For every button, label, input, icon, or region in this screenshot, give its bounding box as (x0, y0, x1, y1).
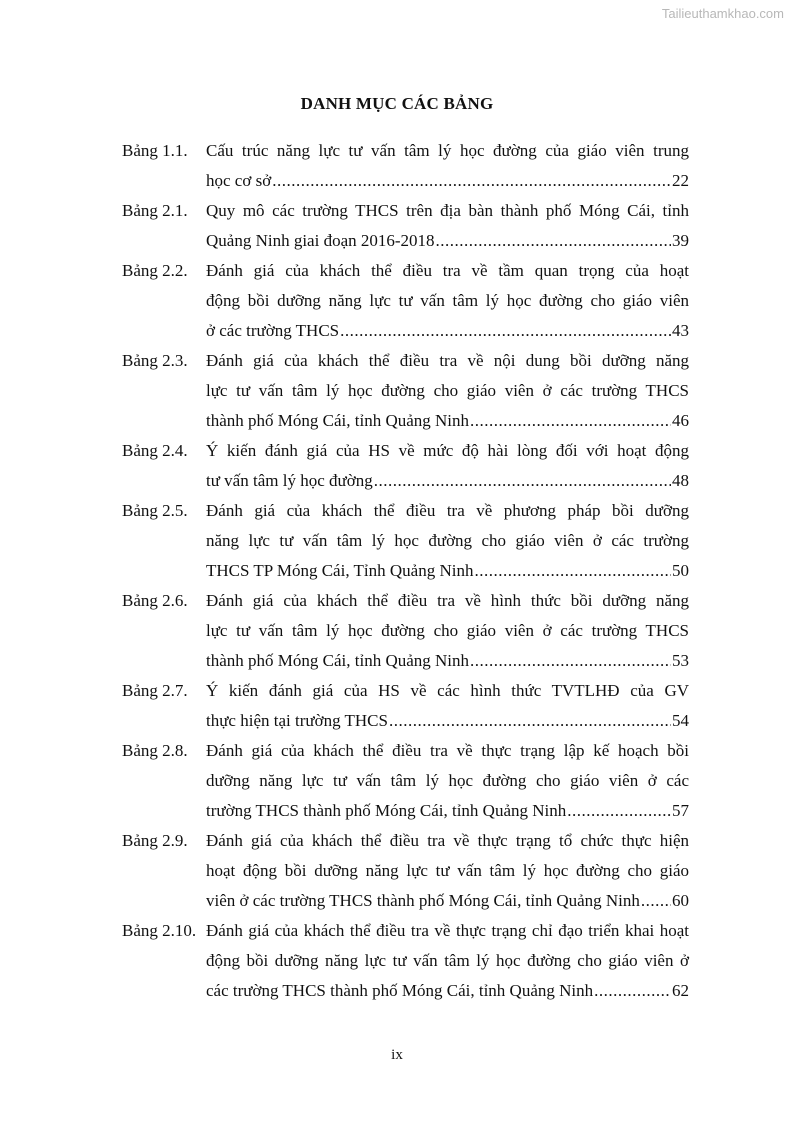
entry-body (206, 346, 689, 436)
entry-last-text: viên ở các trường THCS thành phố Móng Cái, tỉnh Quảng Ninh (206, 891, 640, 910)
entry-last-line (206, 226, 689, 256)
dot-leader (272, 166, 671, 196)
entry-body (206, 436, 689, 496)
dot-leader (436, 226, 671, 256)
entry-last-text: thành phố Móng Cái, tỉnh Quảng Ninh (206, 411, 470, 430)
table-list-entry[interactable] (122, 436, 689, 496)
entry-body (206, 826, 689, 916)
dot-leader (470, 646, 671, 676)
entry-line: Đánh giá của khách thể điều tra về thực trạng chỉ đạo triển khai hoạt (206, 921, 689, 940)
entry-label: Bảng 2.6. (122, 591, 188, 610)
entry-line: Quy mô các trường THCS trên địa bàn thành phố Móng Cái, tỉnh (206, 201, 689, 220)
entry-label: Bảng 2.4. (122, 441, 188, 460)
entry-label: Bảng 1.1. (122, 141, 188, 160)
entry-label: Bảng 2.8. (122, 741, 188, 760)
entry-last-line (206, 316, 689, 346)
entry-last-text: THCS TP Móng Cái, Tỉnh Quảng Ninh (206, 561, 474, 580)
entry-last-line (206, 886, 689, 916)
entry-last-text: học cơ sở (206, 171, 272, 190)
entry-last-line (206, 406, 689, 436)
entry-last-line (206, 466, 689, 496)
page-title: DANH MỤC CÁC BẢNG (300, 94, 494, 113)
table-list-entry[interactable] (122, 676, 689, 736)
table-list-entry[interactable] (122, 256, 689, 346)
table-list-entry[interactable] (122, 346, 689, 436)
entry-page-number: 62 (672, 981, 689, 1000)
entry-last-line (206, 166, 689, 196)
entry-line: lực tư vấn tâm lý học đường cho giáo viên ở các trường THCS (206, 381, 689, 400)
entry-last-text: trường THCS thành phố Móng Cái, tỉnh Quảng Ninh (206, 801, 567, 820)
table-list-entry[interactable] (122, 586, 689, 676)
entry-page-number: 50 (672, 561, 689, 580)
table-list-entry[interactable] (122, 736, 689, 826)
entry-page-number: 22 (672, 171, 689, 190)
entry-page-number: 57 (672, 801, 689, 820)
entry-label: Bảng 2.10. (122, 921, 197, 940)
entry-line: lực tư vấn tâm lý học đường cho giáo viên ở các trường THCS (206, 621, 689, 640)
entry-line: Ý kiến đánh giá của HS về các hình thức TVTLHĐ của GV (206, 681, 689, 700)
dot-leader (374, 466, 671, 496)
entry-label: Bảng 2.5. (122, 501, 188, 520)
entry-line: hoạt động bồi dưỡng năng lực tư vấn tâm lý học đường cho giáo (206, 861, 689, 880)
entry-line: Đánh giá của khách thể điều tra về phương pháp bồi dưỡng (206, 501, 689, 520)
entry-last-line (206, 706, 689, 736)
entry-page-number: 46 (672, 411, 689, 430)
entry-label: Bảng 2.9. (122, 831, 188, 850)
entry-line: động bồi dưỡng năng lực tư vấn tâm lý học đường cho giáo viên ở (206, 951, 689, 970)
entry-last-text: ở các trường THCS (206, 321, 340, 340)
dot-leader (567, 796, 671, 826)
dot-leader (474, 556, 671, 586)
dot-leader (340, 316, 671, 346)
watermark: Tailieuthamkhao.com (661, 6, 784, 21)
entry-line: Cấu trúc năng lực tư vấn tâm lý học đường của giáo viên trung (206, 141, 689, 160)
entry-line: động bồi dưỡng năng lực tư vấn tâm lý học đường cho giáo viên (206, 291, 689, 310)
entry-line: dưỡng năng lực tư vấn tâm lý học đường cho giáo viên ở các (206, 771, 689, 790)
entry-last-line (206, 646, 689, 676)
page-number-footer: ix (391, 1047, 403, 1063)
entry-page-number: 39 (672, 231, 689, 250)
entry-body (206, 916, 689, 1006)
entry-line: Đánh giá của khách thể điều tra về thực trạng tổ chức thực hiện (206, 831, 689, 850)
entry-line: Đánh giá của khách thể điều tra về nội dung bồi dưỡng năng (206, 351, 689, 370)
entry-line: năng lực tư vấn tâm lý học đường cho giáo viên ở các trường (206, 531, 689, 550)
entry-label: Bảng 2.1. (122, 201, 188, 220)
entry-last-text: tư vấn tâm lý học đường (206, 471, 373, 490)
entry-body (206, 586, 689, 676)
entry-line: Đánh giá của khách thể điều tra về hình thức bồi dưỡng năng (206, 591, 689, 610)
entry-line: Đánh giá của khách thể điều tra về tầm quan trọng của hoạt (206, 261, 689, 280)
table-list-entry[interactable] (122, 136, 689, 196)
entry-page-number: 53 (672, 651, 689, 670)
table-list-entry[interactable] (122, 916, 689, 1006)
dot-leader (389, 706, 671, 736)
entry-last-line (206, 796, 689, 826)
entry-last-text: thành phố Móng Cái, tỉnh Quảng Ninh (206, 651, 470, 670)
dot-leader (594, 976, 671, 1006)
dot-leader (470, 406, 671, 436)
entry-page-number: 48 (672, 471, 689, 490)
entry-label: Bảng 2.7. (122, 681, 188, 700)
entry-last-text: các trường THCS thành phố Móng Cái, tỉnh Quảng Ninh (206, 981, 594, 1000)
table-list-entry[interactable] (122, 196, 689, 256)
entry-line: Đánh giá của khách thể điều tra về thực trạng lập kế hoạch bồi (206, 741, 689, 760)
entry-last-line (206, 976, 689, 1006)
entry-label: Bảng 2.2. (122, 261, 188, 280)
entry-page-number: 60 (672, 891, 689, 910)
entry-line: Ý kiến đánh giá của HS về mức độ hài lòng đối với hoạt động (206, 441, 689, 460)
entry-body (206, 196, 689, 256)
entry-last-line (206, 556, 689, 586)
dot-leader (641, 886, 671, 916)
table-list-entry[interactable] (122, 496, 689, 586)
entry-body (206, 496, 689, 586)
entry-body (206, 676, 689, 736)
entry-last-text: Quảng Ninh giai đoạn 2016-2018 (206, 231, 435, 250)
entry-page-number: 43 (672, 321, 689, 340)
table-list (122, 136, 689, 1006)
entry-body (206, 136, 689, 196)
entry-last-text: thực hiện tại trường THCS (206, 711, 388, 730)
table-list-entry[interactable] (122, 826, 689, 916)
entry-page-number: 54 (672, 711, 689, 730)
entry-body (206, 256, 689, 346)
entry-body (206, 736, 689, 826)
entry-label: Bảng 2.3. (122, 351, 188, 370)
